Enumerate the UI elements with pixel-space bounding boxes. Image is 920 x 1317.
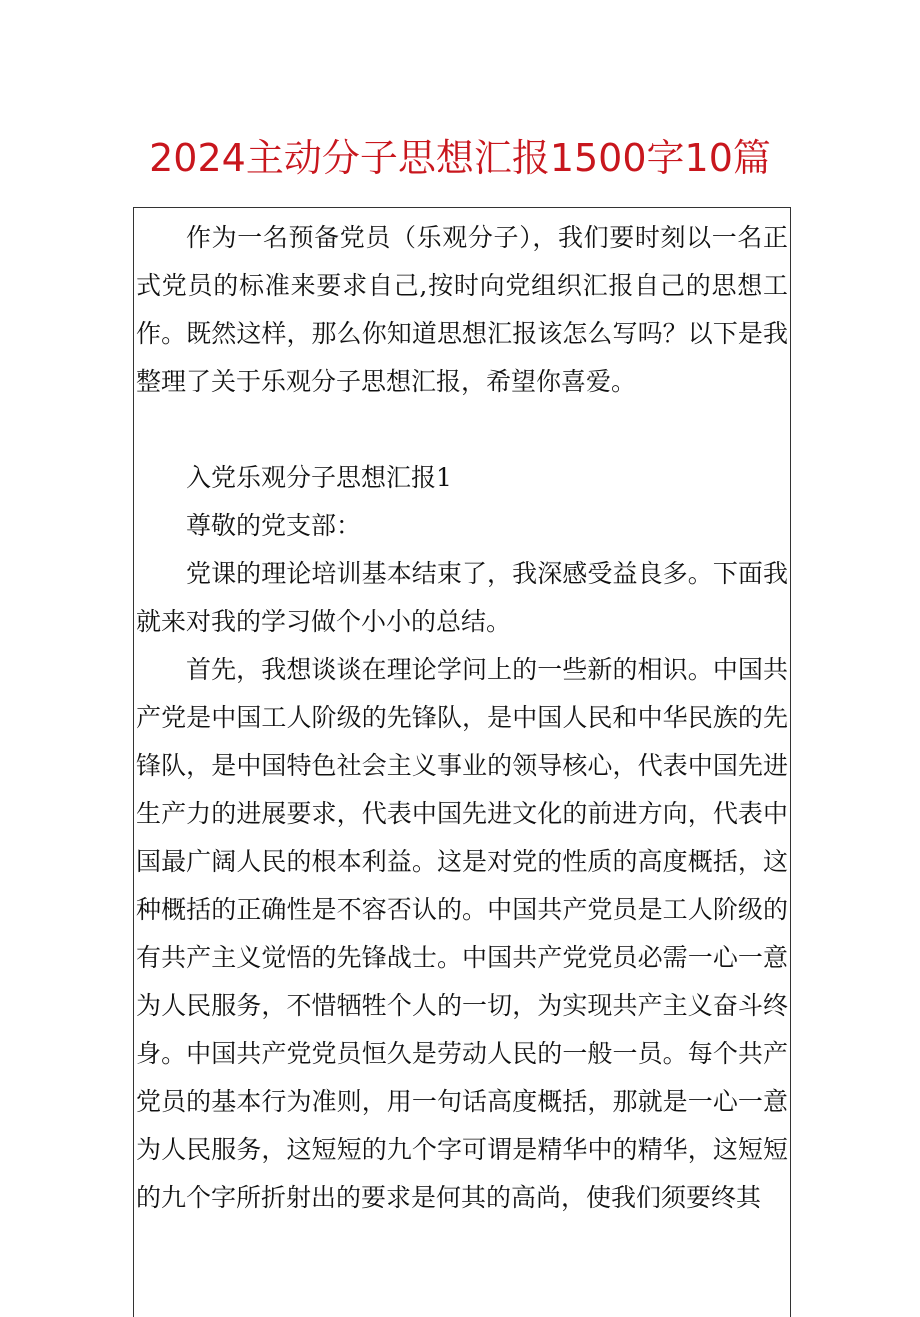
body-paragraph: 首先，我想谈谈在理论学问上的一些新的相识。中国共产党是中国工人阶级的先锋队，是中国人民和中华民族的先锋队，是中国特色社会主义事业的领导核心，代表中国先进生产力的进展要求，代表中国先进文化的前进方向，代表中国最广阔人民的根本利益。这是对党的性质的高度概括，这种概括的正确性是不容否认的。中国共产党员是工人阶级的有共产主义觉悟的先锋战士。中国共产党党员必需一心一意为人民服务，不惜牺牲个人的一切，为实现共产主义奋斗终身。中国共产党党员恒久是劳动人民的一般一员。每个共产党员的基本行为准则，用一句话高度概括，那就是一心一意为人民服务，这短短的九个字可谓是精华中的精华，这短短的九个字所折射出的要求是何其的高尚，使我们须要终其 — [136, 655, 788, 1212]
document-title: 2024主动分子思想汇报1500字10篇 — [149, 136, 771, 180]
section-heading: 入党乐观分子思想汇报1 — [186, 463, 452, 492]
body-paragraph: 党课的理论培训基本结束了，我深感受益良多。下面我就来对我的学习做个小小的总结。 — [136, 559, 788, 636]
document-body — [136, 214, 788, 1222]
blank-line — [136, 406, 788, 454]
intro-paragraph: 作为一名预备党员（乐观分子），我们要时刻以一名正式党员的标准来要求自己,按时向党组织汇报自己的思想工作。既然这样，那么你知道思想汇报该怎么写吗？以下是我整理了关于乐观分子思想汇报，希望你喜爱。 — [136, 223, 788, 396]
salutation: 尊敬的党支部： — [186, 511, 362, 540]
